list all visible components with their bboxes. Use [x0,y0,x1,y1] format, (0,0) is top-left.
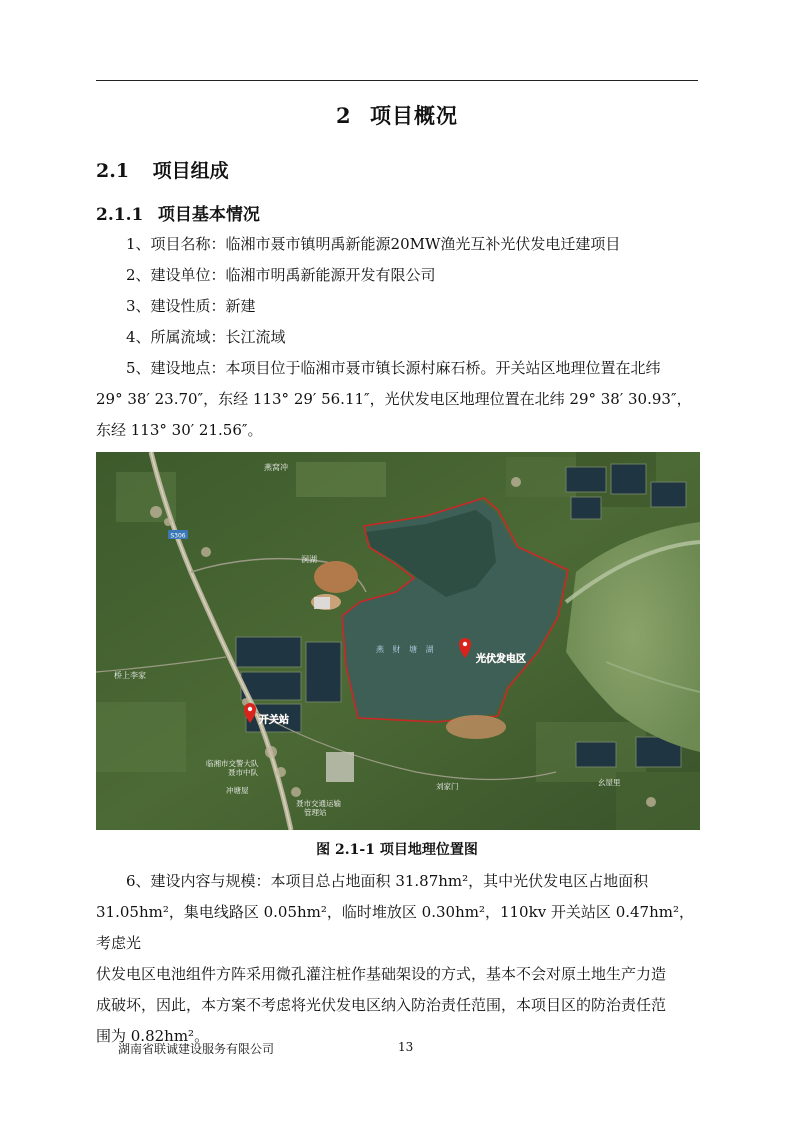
scale-line: 31.05hm²，集电线路区 0.05hm²，临时堆放区 0.30hm²，110kv 开关站区 0.47hm²，考虑光 [96,903,694,952]
project-name-item: 1、项目名称：临湘市聂市镇明禹新能源20MW渔光互补光伏发电迁建项目 [126,235,621,253]
scale-paragraph [96,866,698,1052]
nature-item: 3、建设性质：新建 [126,297,256,315]
figure-caption: 图 2.1-1 项目地理位置图 [316,842,478,858]
label-village-top: 燕窝冲 [264,463,288,472]
location-line: 东经 113° 30′ 21.56″。 [96,421,263,439]
page-number: 13 [398,1040,414,1054]
subsection-number: 2.1.1 [96,205,144,225]
chapter-number: 2 [336,103,352,128]
section-number: 2.1 [96,160,130,182]
quarry-area [314,561,358,593]
section-title: 项目组成 [152,160,229,182]
scale-line: 成破坏，因此，本方案不考虑将光伏发电区纳入防治责任范围，本项目区的防治责任范 [96,996,667,1014]
footer-company: 湖南省联诚建设服务有限公司 [118,1042,275,1056]
chapter-title [96,100,698,130]
scale-line: 6、建设内容与规模：本项目总占地面积 31.87hm²，其中光伏发电区占地面积 [126,872,649,890]
label-school: 聂市交通运输 [296,799,341,808]
label-village-left: 桥上李家 [114,671,146,680]
label-village-bottom: 冲塘屋 [226,786,249,795]
label-village-right: 幺屋里 [598,778,621,787]
label-village-low: 刘家门 [436,782,459,791]
scale-line: 围为 0.82hm²。 [96,1027,210,1045]
satellite-map-image [96,452,700,830]
label-lake: 燕 财 塘 湖 [376,645,437,654]
label-brigade: 临湘市交警大队 [206,759,259,768]
builder-item: 2、建设单位：临湘市明禹新能源开发有限公司 [126,266,436,284]
label-brigade-sub: 聂市中队 [228,768,258,777]
location-map [96,452,700,830]
section-heading [96,156,229,183]
basin-item: 4、所属流域：长江流域 [126,328,286,346]
label-school-sub: 管理站 [304,808,327,817]
label-village-mid: 洞湖 [301,555,317,564]
location-line: 29° 38′ 23.70″，东经 113° 29′ 56.11″，光伏发电区地理位置在北纬 29° 38′ 30.93″， [96,390,692,408]
subsection-heading [96,200,260,225]
chapter-name: 项目概况 [369,103,458,128]
switch-station-label: 开关站 [259,715,289,726]
road-badge: S306 [170,532,186,540]
location-paragraph [96,353,698,446]
subsection-title: 项目基本情况 [157,205,260,225]
header-rule [96,80,698,81]
location-line: 5、建设地点：本项目位于临湘市聂市镇长源村麻石桥。开关站区地理位置在北纬 [126,359,661,377]
pv-area-label: 光伏发电区 [476,654,526,665]
scale-line: 伏发电区电池组件方阵采用微孔灌注桩作基础架设的方式，基本不会对原土地生产力造 [96,965,667,983]
